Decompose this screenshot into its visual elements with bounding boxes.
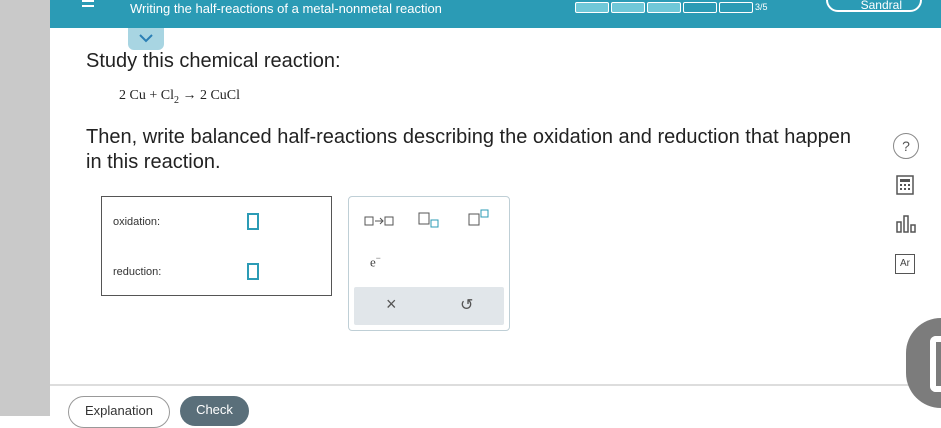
chevron-down-icon bbox=[139, 33, 153, 43]
progress-segment bbox=[683, 2, 717, 13]
progress-segment bbox=[575, 2, 609, 13]
periodic-table-icon[interactable]: Ar bbox=[895, 254, 915, 274]
equation-reactants: 2 Cu + Cl bbox=[119, 88, 174, 103]
collapse-tab[interactable] bbox=[128, 28, 164, 50]
reduction-label: reduction: bbox=[113, 266, 162, 278]
chemical-equation bbox=[119, 88, 240, 106]
reaction-arrow-template-button[interactable] bbox=[364, 215, 394, 227]
progress-count: 3/5 bbox=[755, 2, 768, 12]
oxidation-label: oxidation: bbox=[113, 216, 161, 228]
floating-widget[interactable] bbox=[906, 318, 941, 408]
answer-box bbox=[101, 196, 332, 296]
progress-segment bbox=[647, 2, 681, 13]
math-palette bbox=[348, 196, 510, 331]
equation-subscript: 2 bbox=[173, 94, 179, 106]
footer-divider bbox=[50, 384, 941, 386]
reduction-input[interactable] bbox=[247, 263, 259, 280]
progress-bar bbox=[575, 2, 755, 13]
undo-icon[interactable]: ↺ bbox=[460, 297, 474, 314]
progress-segment bbox=[611, 2, 645, 13]
equation-products: 2 CuCl bbox=[199, 88, 241, 103]
subscript-button[interactable] bbox=[418, 211, 440, 229]
data-chart-icon[interactable] bbox=[895, 213, 917, 233]
reaction-arrow: → bbox=[182, 88, 197, 103]
electron-symbol: e bbox=[370, 254, 376, 270]
superscript-button[interactable] bbox=[468, 209, 490, 227]
widget-icon bbox=[930, 336, 941, 392]
calculator-icon[interactable] bbox=[895, 175, 915, 195]
oxidation-input[interactable] bbox=[247, 213, 259, 230]
explanation-button[interactable]: Explanation bbox=[68, 396, 170, 428]
palette-actions bbox=[354, 287, 504, 325]
clear-icon[interactable]: × bbox=[386, 294, 397, 314]
check-button[interactable]: Check bbox=[180, 396, 249, 426]
user-name: Sandral bbox=[860, 0, 902, 12]
menu-icon[interactable] bbox=[82, 0, 94, 12]
electron-button[interactable]: e− bbox=[370, 253, 381, 270]
help-icon[interactable]: ? bbox=[893, 133, 919, 159]
left-rail bbox=[0, 0, 50, 416]
question-prompt: Study this chemical reaction: bbox=[86, 50, 341, 72]
topic-title: Writing the half-reactions of a metal-nonmetal reaction bbox=[130, 1, 442, 16]
user-menu-button[interactable] bbox=[826, 0, 922, 12]
question-instruction: Then, write balanced half-reactions describing the oxidation and reduction that happen in this reaction. bbox=[86, 126, 851, 173]
progress-segment bbox=[719, 2, 753, 13]
